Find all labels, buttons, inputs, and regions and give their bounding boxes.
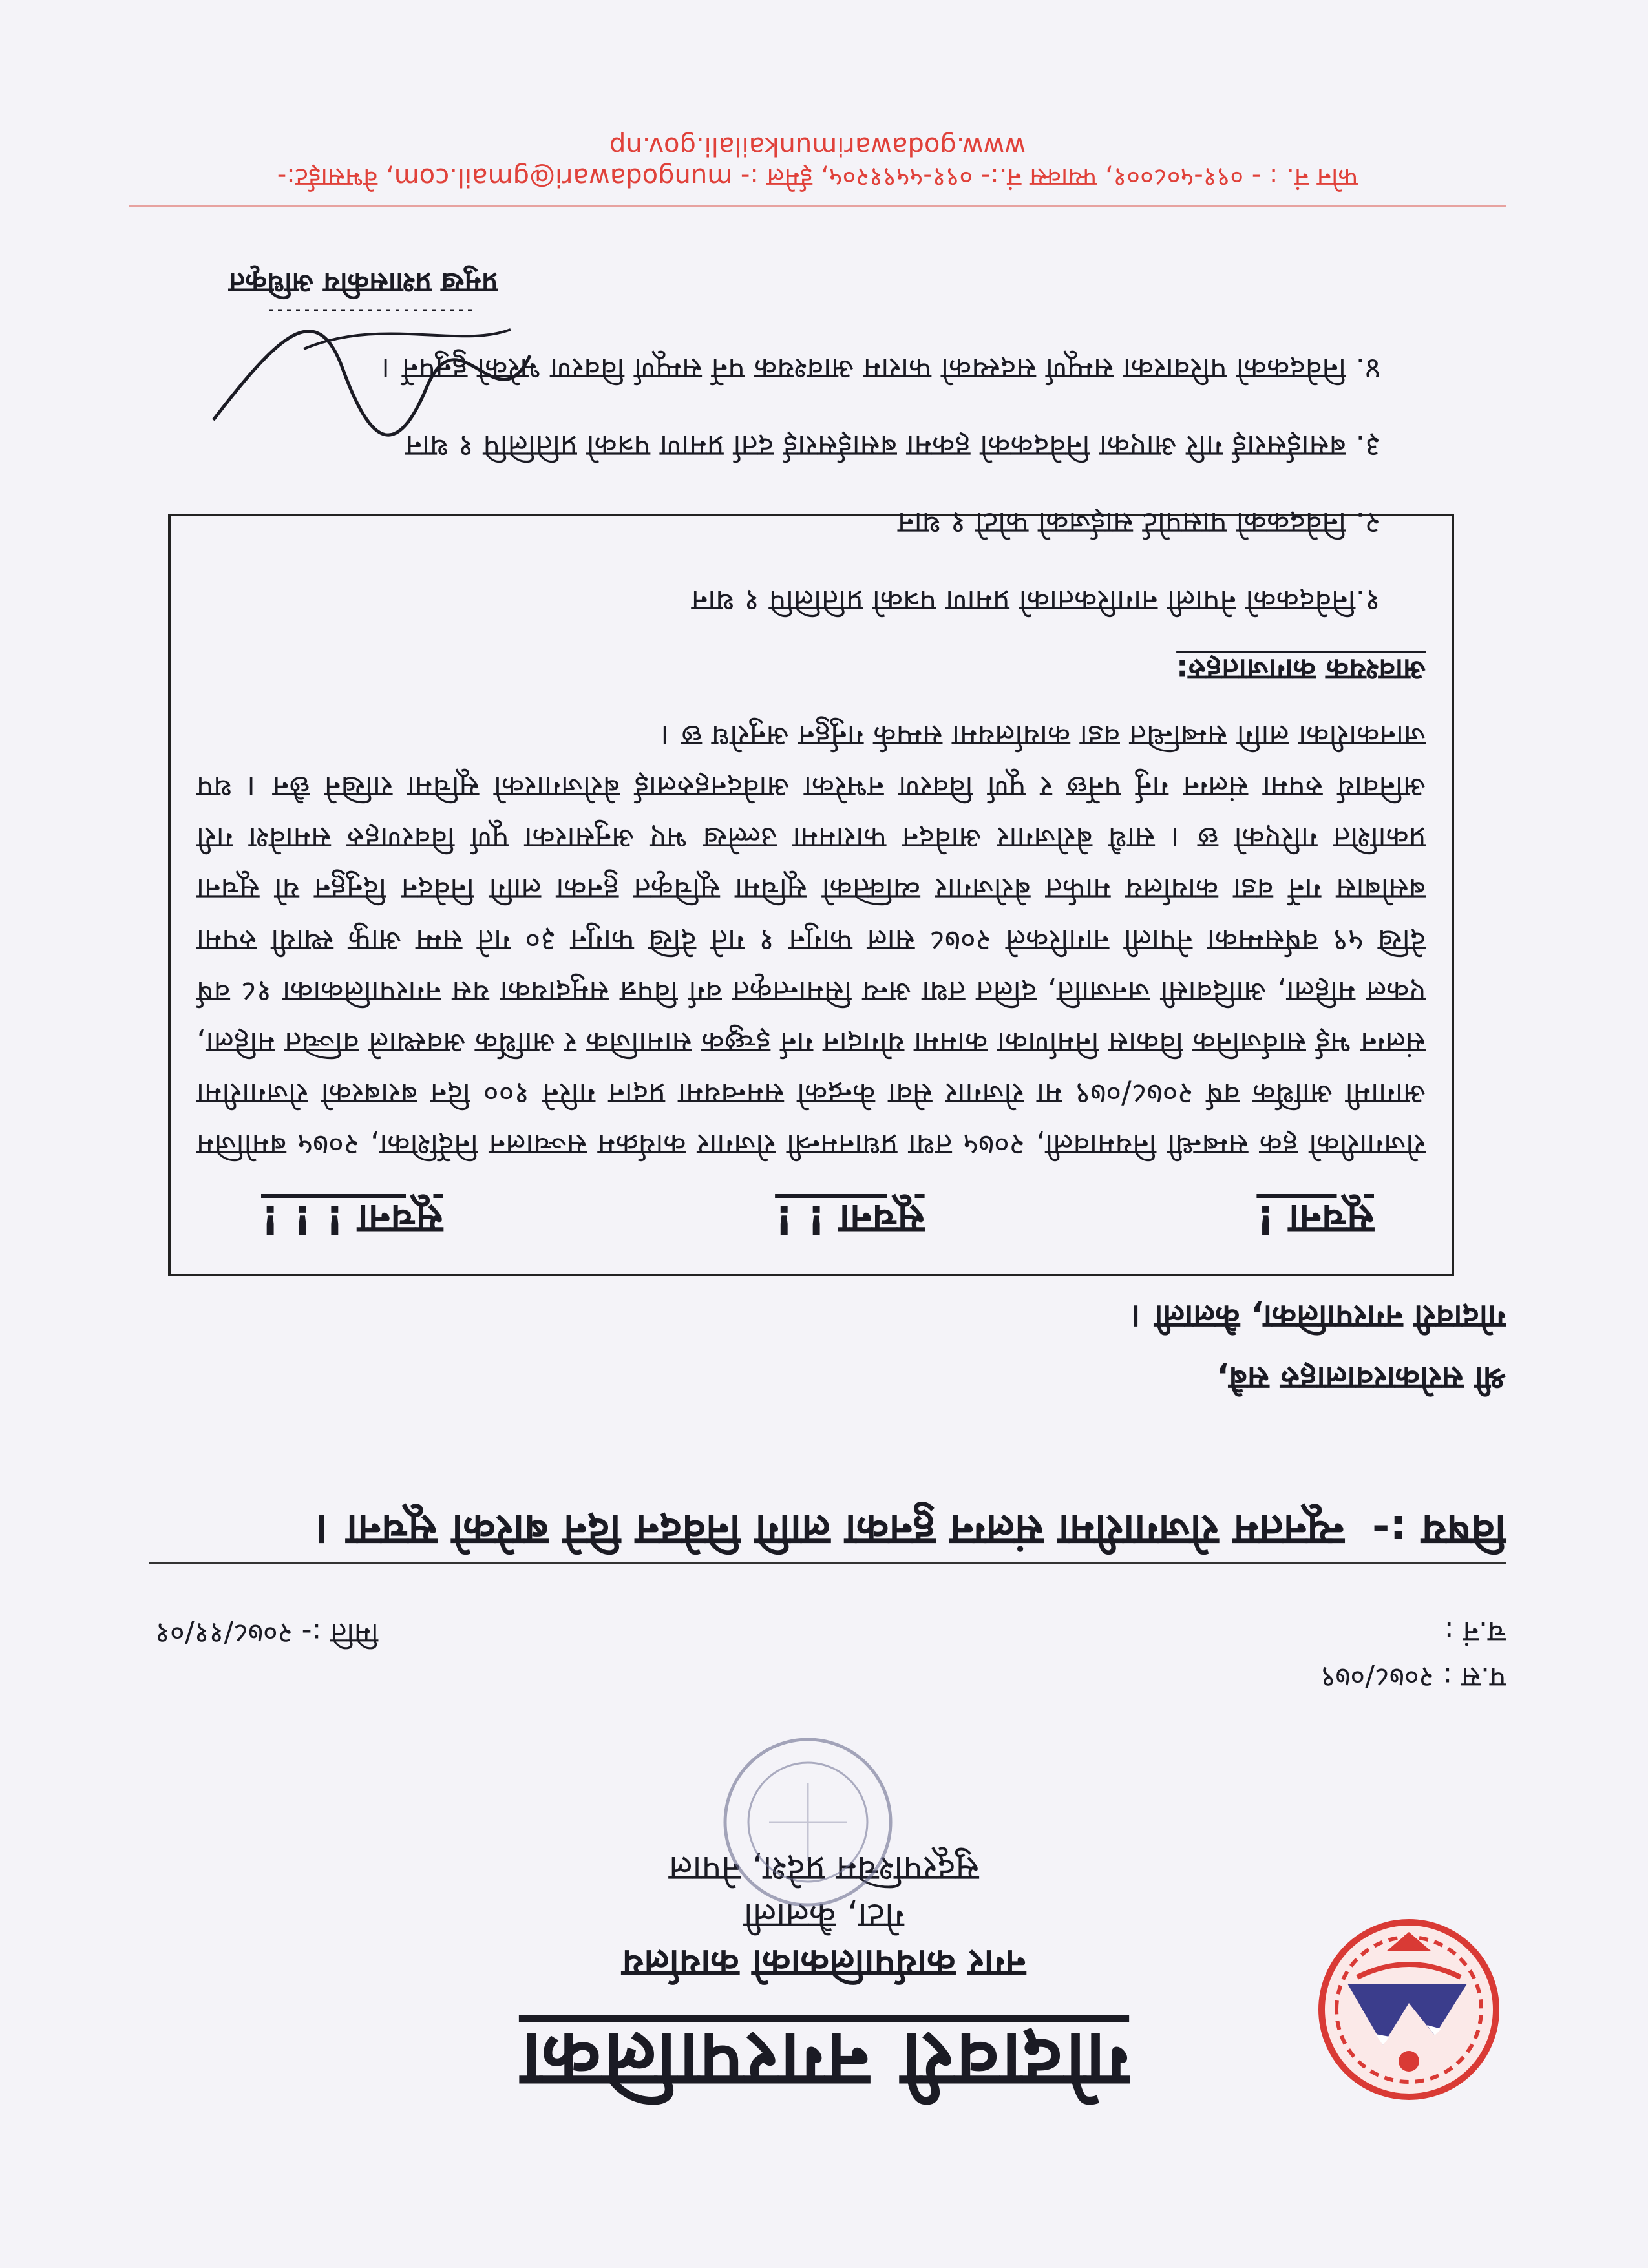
addressee-line-2: गोदावरी नगरपालिका, कैलाली । xyxy=(1131,1298,1506,1336)
office-name: नगर कार्यपालिकाको कार्यालय xyxy=(622,1942,1026,1986)
notice-heading-1: सूचना ! xyxy=(1256,1196,1374,1243)
office-stamp-icon xyxy=(711,1725,905,1919)
subject-line xyxy=(149,1502,1506,1564)
letter-number: प.स : २०७८/०७९ xyxy=(1320,1661,1506,1694)
address-line-2: सुदूरपश्चिम प्रदेश, नेपाल xyxy=(668,1848,980,1889)
subject-text: न्यूनतम रोजगारीमा संलग्न हुनका लागि निवेदन दिने बारेको सूचना । xyxy=(315,1506,1345,1555)
addressee xyxy=(343,1286,1506,1409)
notice-box xyxy=(168,352,1454,1276)
requirements-title: आवश्यक कागजातहरु: xyxy=(1176,653,1426,688)
requirement-item: २. निवेदकको पासपोर्ट साईजको फोटो १ थान xyxy=(898,506,1380,541)
letter-date: मिति :- २०७८/११/०१ xyxy=(155,1617,379,1650)
reference-block xyxy=(1320,1608,1506,1699)
requirement-item: १.निवेदकको नेपाली नागरिकताको प्रमाण पत्रको प्रतिलिपि १ थान xyxy=(691,583,1380,619)
subject-label: विषय :- xyxy=(1372,1506,1506,1555)
dispatch-number: च.नं : xyxy=(1444,1615,1506,1648)
municipality-emblem-icon xyxy=(1312,1913,1506,2106)
notice-heading-3: सूचना ! ! ! xyxy=(261,1196,443,1243)
address-line-1: गेटा, कैलाली xyxy=(743,1895,905,1937)
signatory-title: प्रमुख प्रशासकीय अधिकृत xyxy=(229,266,498,299)
notice-heading-2: सूचना ! ! xyxy=(775,1196,925,1243)
addressee-line-1: श्री सरोकारवालाहरु सबै, xyxy=(1216,1360,1506,1397)
contact-footer: फोन नं. : - ०९१-५०८००१, फ्याक्स नं.:- ०९१-५५९१२०५, ईमेल :- mungodawari@gmail.com, वेभसाईट:- www.godawarimunkailali.gov.np xyxy=(129,131,1506,207)
notice-body: रोजगारीको हक सम्बन्धी नियमावली, २०७५ तथा प्रधानमन्त्री रोजगार कार्यक्रम सञ्चालन निर्देशिका, २०७५ बमोजिम आगामी आर्थिक वर्ष २०७८/०७९ मा रोजगार सेवा केन्द्रको समन्वयमा प्रदान गरिने १०० दिन बराबरको रोजगारीमा संलग्न भई सार्वजनिक विकास निर्माणका काममा योगदान गर्न इच्छुक सामाजिक र आर्थिक अवस्थाले वञ्चित महिला, एकल महिला, आदिवासी जनजाति, दलित तथा अन्य सिमान्तकृत वर्ग विपन्न समुदायका यस नगरपालिकाका १८ वर्ष देखि ५९ वर्षसम्मका नेपाली नागरिकले २०७८ साल फागुन १ गते देखि फागुन ३० गते सम्म आफु स्थायी रुपमा बसोबास गर्ने वडा कार्यालय मार्फत बेरोजगार व्यक्तिको सूचिमा सूचिकृत हुनका लागि निवेदन दिनुहुन यो सूचना प्रकाशित गरिएको छ । साथै बेरोजगार आवेदन फाराममा उल्लेख भए अनुसारका पूर्ण विवरणहरु समावेश गरी अनिवार्य रुपमा संलग्न गर्नु पर्नेछ र पूर्ण विवरण नभरेका आवेदनहरुलाई बेरोजगारको सूचिमा राखिने छैन । थप जानकारीका लागि सम्बन्धित वडा कार्यालयमा सम्पर्क गर्नुहुन अनुरोध छ । xyxy=(196,719,1426,1162)
requirement-item: ४. निवेदकको परिवारका सम्पूर्ण सदस्यको फाराम आवश्यक पर्ने सम्पूर्ण विवरण भरेको हुनुपर्ने । xyxy=(381,352,1380,387)
municipality-title: गोदावरी नगरपालिका xyxy=(518,2015,1130,2105)
requirement-item: ३. बसाईसराई गरि आएका निवेदकको हकमा बसाईसराई दर्ता प्रमाण पत्रको प्रतिलिपि १ थान xyxy=(405,428,1380,464)
notice-headings xyxy=(196,1193,1426,1248)
